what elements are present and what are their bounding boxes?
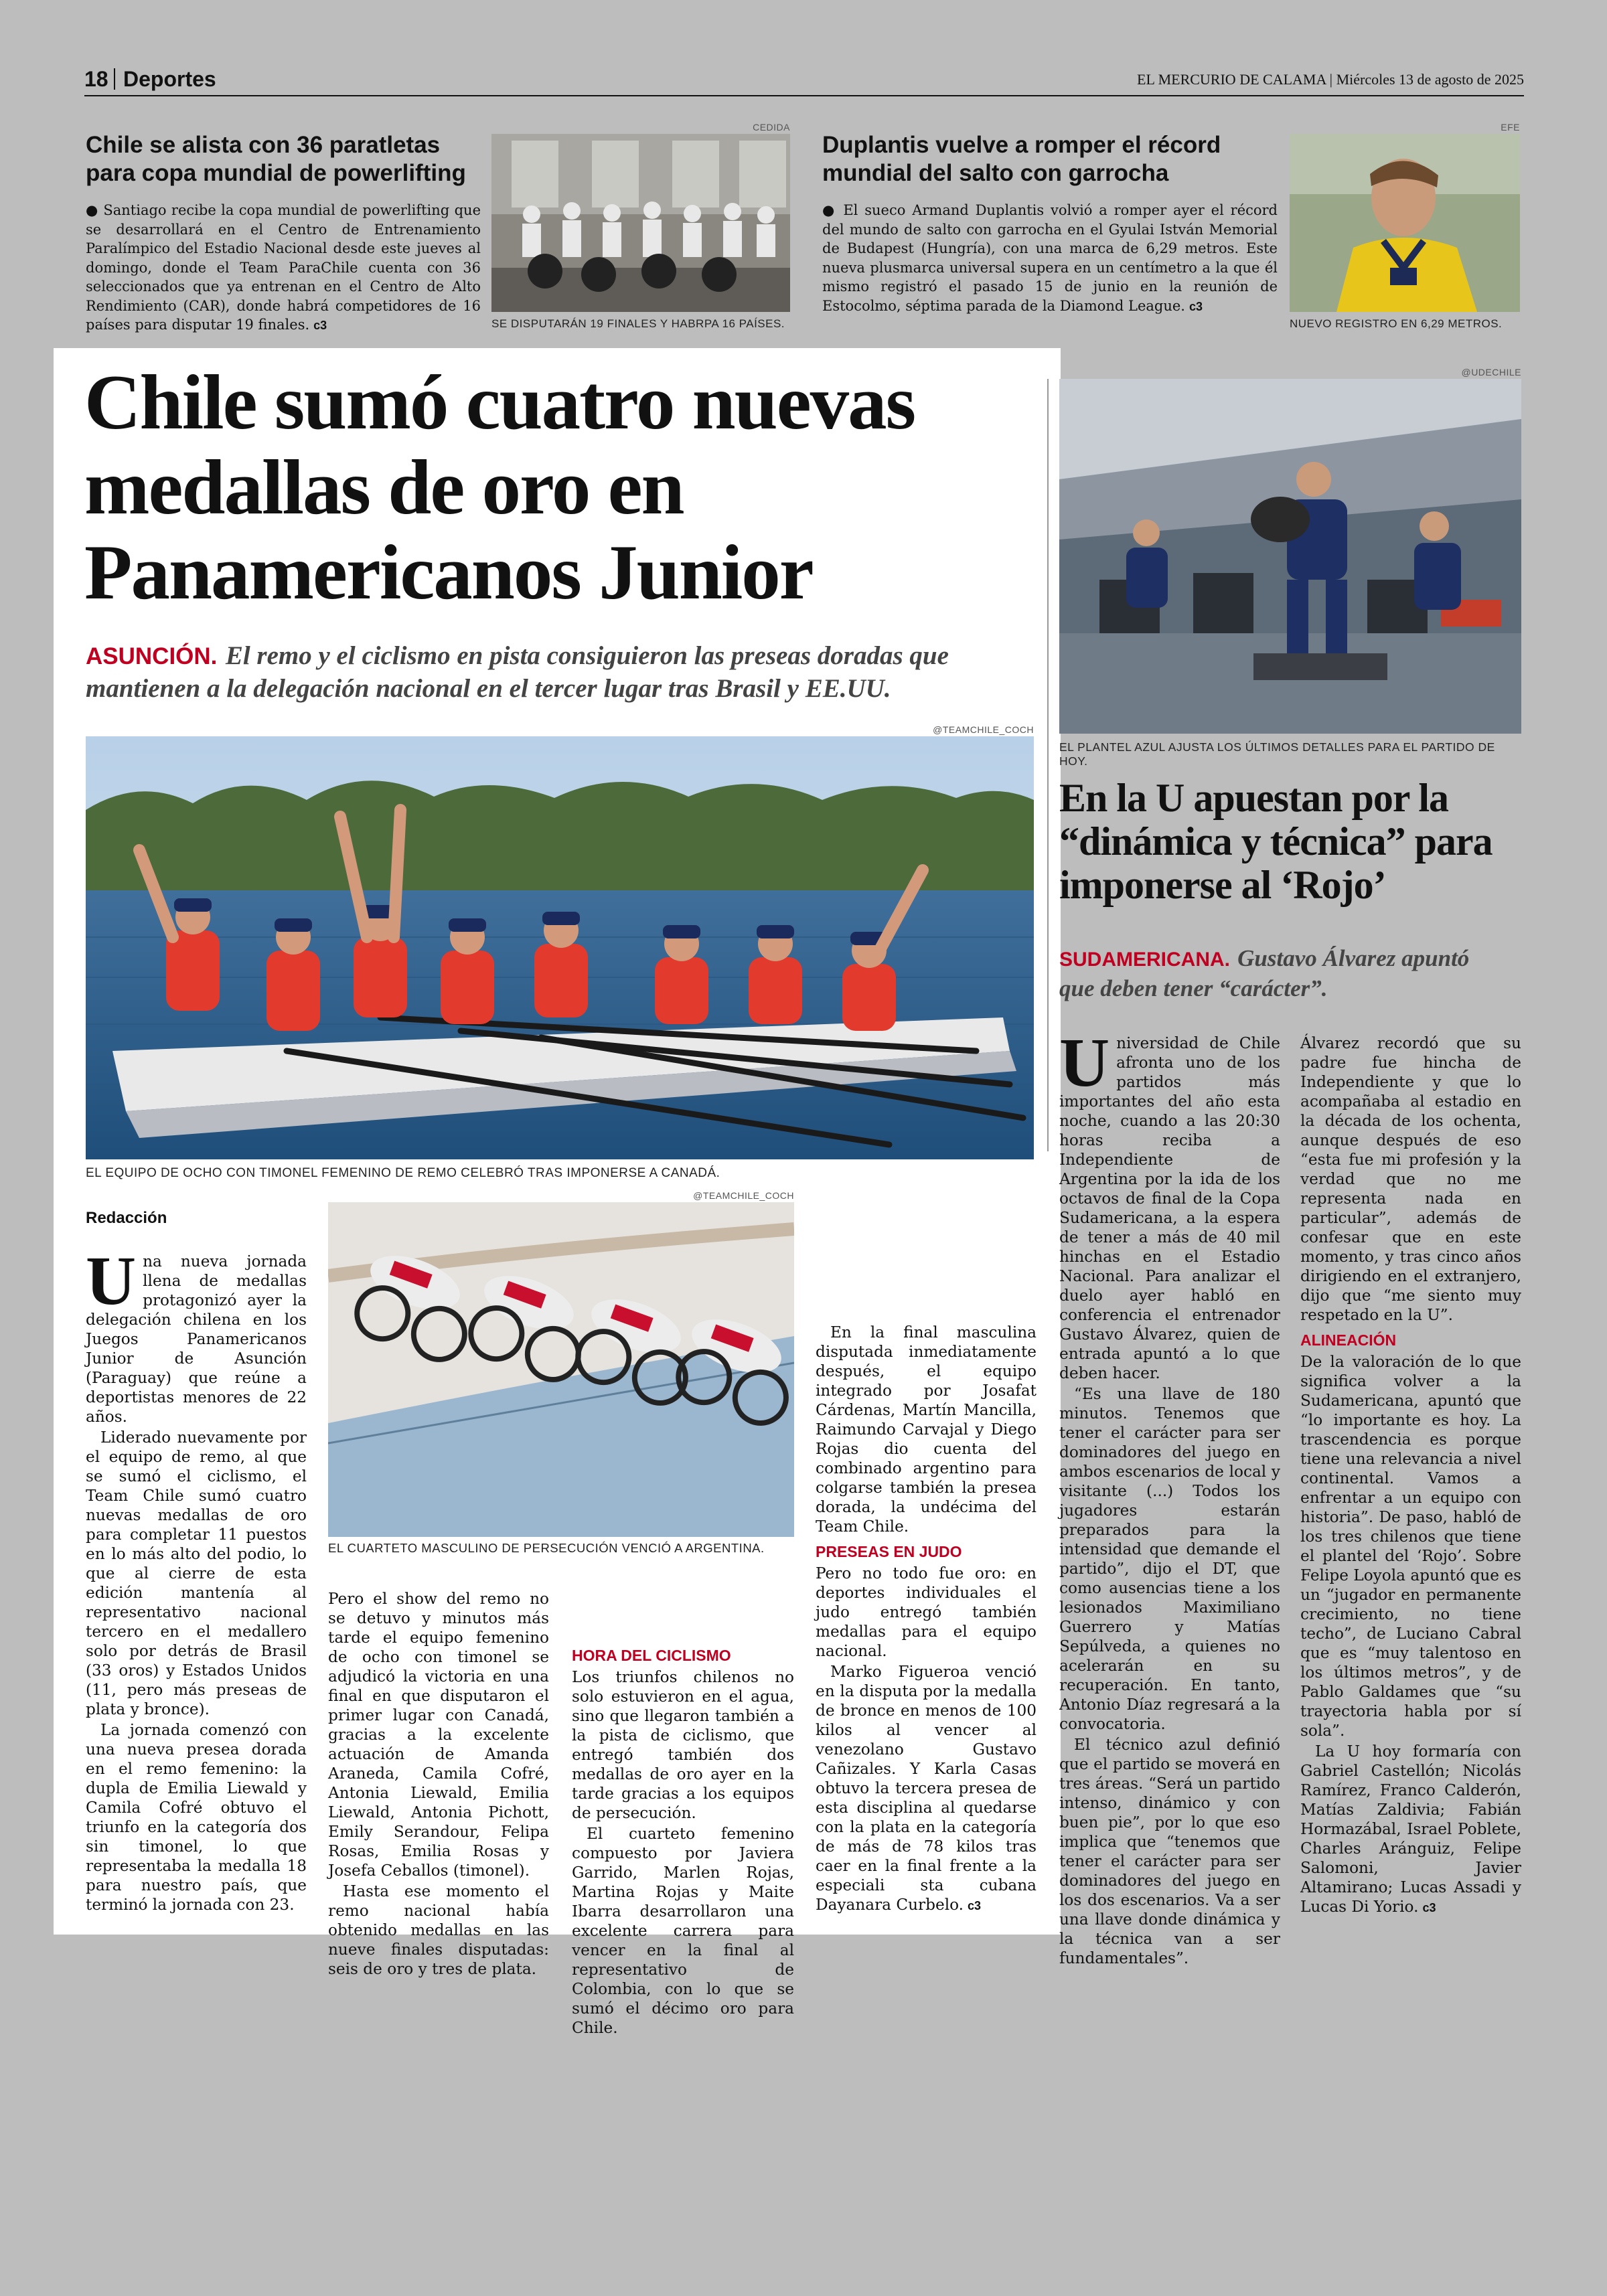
main-paragraph-1: na nueva jornada llena de medallas protagonizó ayer la delegación chilena en los Juegos Panamericanos Junior de Asunción (Paraguay) que reúne a deportistas menores de 22 años. bbox=[86, 1252, 307, 1426]
side-col-2 bbox=[1300, 1034, 1521, 1919]
brief2-body bbox=[822, 201, 1278, 316]
side-dropcap-letter: U bbox=[1059, 1024, 1110, 1101]
brief1-body bbox=[86, 201, 481, 335]
main-col-1 bbox=[86, 1209, 307, 1916]
rowing-photo-caption: EL EQUIPO DE OCHO CON TIMONEL FEMENINO DE REMO CELEBRÓ TRAS IMPONERSE A CANADÁ. bbox=[86, 1166, 720, 1180]
side-photo-credit: @UDECHILE bbox=[1461, 367, 1521, 378]
byline: Redacción bbox=[86, 1209, 167, 1227]
main-paragraph-9: Pero no todo fue oro: en deportes individuales el judo entregó también medallas para el equipo nacional. bbox=[816, 1564, 1037, 1660]
end-mark-icon: c3 bbox=[968, 1899, 982, 1912]
newspaper-name-date: EL MERCURIO DE CALAMA | Miércoles 13 de agosto de 2025 bbox=[1137, 71, 1524, 88]
main-deck-text: El remo y el ciclismo en pista consiguieron las preseas doradas que mantienen a la delegación nacional en el tercer lugar tras Brasil y EE.UU. bbox=[86, 641, 949, 703]
main-paragraph-2: Liderado nuevamente por el equipo de remo, al que se sumó el ciclismo, el Team Chile sumó cuatro nuevas medallas de oro para completar 11 puestos en lo más alto del podio, lo que al cierre de esta edición mantenía al representativo nacional tercero en el medallero solo por detrás de Brasil (33 oros) y Estados Unidos (11, pero más preseas de plata y bronce). bbox=[86, 1428, 307, 1718]
header-divider bbox=[114, 68, 115, 90]
newspaper-name: EL MERCURIO DE CALAMA bbox=[1137, 71, 1326, 88]
brief1-photo-caption: SE DISPUTARÁN 19 FINALES Y HABRPA 16 PAÍSES. bbox=[491, 317, 785, 330]
rowing-photo bbox=[86, 736, 1034, 1159]
side-paragraph-2: “Es una llave de 180 minutos. Tenemos que tener el carácter para ser dominadores del juego en ambos escenarios de local y visitante (...) Todos los jugadores estarán preparados para la intensidad que demande el partido”, dijo el DT, que como ausencias tiene a los lesionados Maximiliano Guerrero y Matías Sepúlveda, a quienes no acelerarán en su recuperación. En tanto, Antonio Díaz regresará a la convocatoria. bbox=[1059, 1385, 1280, 1733]
subhead-lineup: ALINEACIÓN bbox=[1300, 1331, 1397, 1349]
issue-date: Miércoles 13 de agosto de 2025 bbox=[1336, 71, 1524, 88]
page-number: 18 bbox=[84, 67, 108, 91]
side-paragraph-3: El técnico azul definió que el partido se moverá en tres áreas. “Será un partido intenso, dinámico y con buen pie”, por lo que eso implica que “tenemos que tener el carácter para ser dominadores del juego en los dos escenarios. Va a ser una llave donde dinámica y la técnica van a ser fundamentales”. bbox=[1059, 1736, 1280, 1967]
main-col-4 bbox=[816, 1209, 1037, 1917]
cycling-photo bbox=[328, 1202, 794, 1537]
page-header bbox=[84, 64, 1524, 98]
main-col-3 bbox=[572, 1589, 794, 2039]
side-deck bbox=[1059, 944, 1488, 1003]
side-photo bbox=[1059, 379, 1521, 734]
section-name: Deportes bbox=[123, 67, 216, 91]
udechile-training-image bbox=[1059, 379, 1521, 734]
bullet-icon: ● bbox=[822, 202, 844, 218]
main-paragraph-10: Marko Figueroa venció en la disputa por la medalla de bronce en menos de 100 kilos al vencer al venezolano Gustavo Cañizales. Y Karla Casas obtuvo la tercera presea de esta disciplina al quedarse con la plata en la categoría de más de 78 kilos tras caer en la final frente a la especiali sta cubana Dayanara Curbelo. bbox=[816, 1663, 1037, 1914]
side-deck-text: Gustavo Álvarez apuntó que deben tener “carácter”. bbox=[1059, 945, 1470, 1001]
main-paragraph-4: Pero el show del remo no se detuvo y minutos más tarde el equipo femenino de ocho con timonel se adjudicó la victoria en una final en que disputaron el primer lugar con Canadá, gracias a la excelente actuación de Amanda Araneda, Camila Cofré, Antonia Liewald, Emilia Liewald, Antonia Pichott, Emily Serandour, Felipa Rosas, Emilia Rosas y Josefa Ceballos (timonel). bbox=[328, 1590, 549, 1880]
brief2-photo-credit: EFE bbox=[1501, 122, 1520, 133]
main-deck bbox=[86, 640, 1023, 705]
end-mark-icon: c3 bbox=[1422, 1901, 1436, 1914]
brief2-text: El sueco Armand Duplantis volvió a romper ayer el récord del mundo de salto con garrocha en el Gyulai István Memorial de Budapest (Hungría), con una marca de 6,29 metros. Este nueva plusmarca universal supera en un centímetro a la que él mismo registró el pasado 15 de junio en la reunión de Estocolmo, séptima parada de la Diamond League. bbox=[822, 202, 1278, 314]
subhead-cycling: HORA DEL CICLISMO bbox=[572, 1647, 731, 1664]
column-rule bbox=[1047, 379, 1049, 1151]
main-kicker: ASUNCIÓN. bbox=[86, 643, 218, 669]
brief1-text: Santiago recibe la copa mundial de powerlifting que se desarrollará en el Centro de Entrenamiento Paralímpico del Estadio Nacional desde este jueves al domingo, donde el Team ParaChile cuenta con 36 seleccionados que ya entrenan en el Centro de Alto Rendimiento (CAR), donde habrá competidores de 16 países para disputar 19 finales. bbox=[86, 202, 481, 333]
side-paragraph-4: Álvarez recordó que su padre fue hincha de Independiente y que lo acompañaba al estadio en la década de los ochenta, aunque después de eso “esta fue mi profesión y la verdad que no me representa nada en particular”, además de confesar que en este momento, y tras cinco años dirigiendo en el extranjero, dijo que “me siento muy respetado en la U”. bbox=[1300, 1034, 1521, 1324]
main-headline: Chile sumó cuatro nuevas medallas de oro en Panamericanos Junior bbox=[84, 359, 915, 616]
bullet-icon: ● bbox=[86, 202, 104, 218]
side-kicker: SUDAMERICANA. bbox=[1059, 949, 1230, 971]
side-photo-caption: EL PLANTEL AZUL AJUSTA LOS ÚLTIMOS DETALLES PARA EL PARTIDO DE HOY. bbox=[1059, 740, 1495, 768]
side-headline: En la U apuestan por la “dinámica y técnica” para imponerse al ‘Rojo’ bbox=[1059, 776, 1493, 907]
side-paragraph-5: De la valoración de lo que significa volver a la Sudamericana, apuntó que “lo importante es hoy. La trascendencia es porque tiene una relevancia a nivel continental. Vamos a enfrentar a un equipo con historia”. De paso, habló de los tres chilenos que tiene el plantel del ‘Rojo’. Sobre Felipe Loyola apuntó que es un “jugador en permanente crecimiento, no tiene techo”, de Luciano Cabral que es “muy talentoso en los últimos metros”, y de Pablo Galdames que “su trayectoria habla por sí sola”. bbox=[1300, 1353, 1522, 1740]
main-paragraph-3: La jornada comenzó con una nueva presea dorada en el remo femenino: la dupla de Emilia Liewald y Camila Cofré obtuvo el triunfo en la categoría dos sin timonel, lo que representaba la medalla 18 para nuestro país, que terminó la jornada con 23. bbox=[86, 1721, 307, 1914]
brief1-photo bbox=[491, 134, 790, 312]
header-rule bbox=[84, 95, 1524, 96]
end-mark-icon: c3 bbox=[1189, 299, 1203, 313]
cycling-photo-credit: @TEAMCHILE_COCH bbox=[693, 1190, 794, 1201]
subhead-judo: PRESEAS EN JUDO bbox=[816, 1543, 962, 1560]
main-col-2 bbox=[328, 1589, 549, 1980]
side-paragraph-6: La U hoy formaría con Gabriel Castellón; Nicolás Ramírez, Franco Calderón, Matías Zaldivia; Fabián Hormazábal, Israel Poblete, Charles Aránguiz, Felipe Salomoni, Javier Altamirano; Lucas Assadi y Lucas Di Yorio. bbox=[1300, 1742, 1521, 1916]
side-col-1 bbox=[1059, 1024, 1280, 1969]
brief1-headline: Chile se alista con 36 paratletas para copa mundial de powerlifting bbox=[86, 132, 466, 186]
cycling-photo-caption: EL CUARTETO MASCULINO DE PERSECUCIÓN VENCIÓ A ARGENTINA. bbox=[328, 1541, 765, 1555]
cycling-team-image bbox=[328, 1202, 794, 1537]
brief2-photo bbox=[1290, 134, 1520, 312]
rowing-photo-credit: @TEAMCHILE_COCH bbox=[933, 724, 1034, 735]
rowing-team-image bbox=[86, 736, 1034, 1159]
dropcap-letter: U bbox=[86, 1242, 137, 1319]
main-paragraph-8: En la final masculina disputada inmediatamente después, el equipo integrado por Josafat Cárdenas, Martín Mancilla, Raimundo Carvajal y Diego Rojas dio cuenta del combinado argentino para colgarse también la presea dorada, la undécima del Team Chile. bbox=[816, 1323, 1037, 1536]
brief2-headline: Duplantis vuelve a romper el récord mundial del salto con garrocha bbox=[822, 132, 1221, 186]
duplantis-image bbox=[1290, 134, 1520, 312]
brief2-photo-caption: NUEVO REGISTRO EN 6,29 METROS. bbox=[1290, 317, 1503, 330]
brief1-photo-credit: CEDIDA bbox=[753, 122, 790, 133]
powerlifting-team-image bbox=[491, 134, 790, 312]
main-paragraph-7: El cuarteto femenino compuesto por Javiera Garrido, Marlen Rojas, Martina Rojas y Maite Ibarra desarrollaron una excelente carrera para vencer en la final al representativo de Colombia, con lo que se sumó el décimo oro para Chile. bbox=[572, 1825, 794, 2037]
main-paragraph-5: Hasta ese momento el remo nacional había obtenido medallas en las nueve finales disputadas: seis de oro y tres de plata. bbox=[328, 1882, 549, 1978]
end-mark-icon: c3 bbox=[313, 319, 327, 332]
main-paragraph-6: Los triunfos chilenos no solo estuvieron en el agua, sino que llegaron también a la pista de ciclismo, que entregó también dos medallas de oro ayer en la tarde gracias a los equipos de persecución. bbox=[572, 1668, 794, 1822]
side-paragraph-1: niversidad de Chile afronta uno de los partidos más importantes del año esta noche, cuando a las 20:30 horas reciba a Independiente de Argentina por la ida de los octavos de final de la Copa Sudamericana, a la espera de tener a más de 40 mil hinchas en el Estadio Nacional. Para analizar el duelo ayer habló en conferencia el entrenador Gustavo Álvarez, quien de entrada apuntó a lo que deben hacer. bbox=[1059, 1034, 1280, 1382]
